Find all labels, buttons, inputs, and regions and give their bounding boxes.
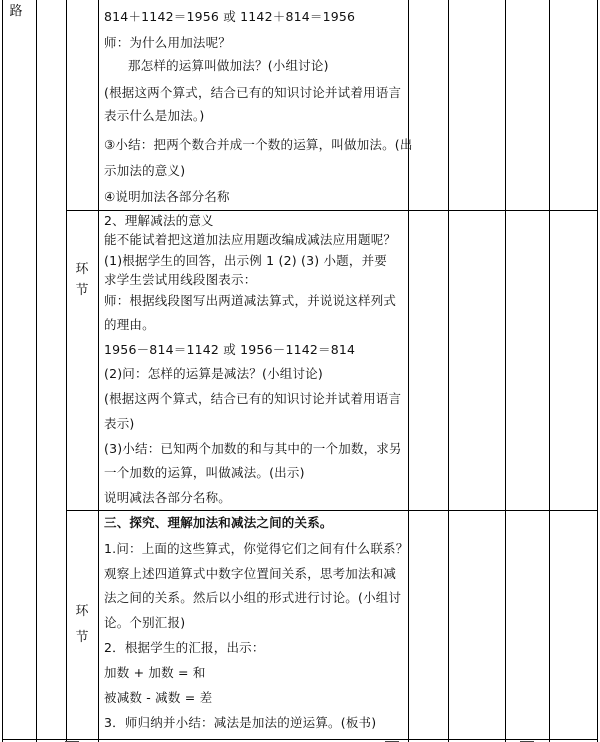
text-line: (根据这两个算式，结合已有的知识讨论并试着用语言 [104, 85, 402, 100]
text-line: 3．师归纳并小结：减法是加法的逆运算。(板书) [104, 715, 377, 730]
column-divider [448, 0, 449, 742]
formula-addition: 加数 + 加数 = 和 [104, 665, 206, 680]
text-line: 2．根据学生的汇报，出示： [104, 640, 265, 655]
equation-line: 1956－814＝1142 或 1956－1142＝814 [104, 342, 356, 357]
subheading: 2、理解减法的意义 [104, 213, 214, 228]
text-line: 表示什么是加法。) [104, 108, 205, 123]
text-line: 观察上述四道算式中数字位置间关系，思考加法和减 [104, 566, 397, 581]
text-line: 师：根据线段图写出两道减法算式，并说说这样列式 [104, 293, 397, 308]
table-border-right [597, 0, 598, 742]
text-line: 法之间的关系。然后以小组的形式进行讨论。(小组讨 [104, 590, 402, 605]
column-divider [36, 0, 37, 742]
side-label-section2-char2: 节 [75, 283, 89, 298]
row-divider [66, 210, 597, 211]
text-line: (3)小结：已知两个加数的和与其中的一个加数，求另 [104, 441, 402, 456]
text-line: ④说明加法各部分名称 [104, 189, 230, 204]
text-line: 论。个别汇报) [104, 615, 186, 630]
side-label-section3-char1: 环 [75, 604, 89, 619]
text-line: 求学生尝试用线段图表示： [104, 272, 257, 287]
text-line: 那怎样的运算叫做加法？(小组讨论) [128, 58, 329, 73]
column-divider [98, 0, 99, 742]
text-line: (2)问：怎样的运算是减法？(小组讨论) [104, 366, 323, 381]
column-divider [505, 0, 506, 742]
text-line: 一个加数的运算，叫做减法。(出示) [104, 465, 305, 480]
text-line: 的理由。 [104, 317, 155, 332]
column-divider [549, 0, 550, 742]
text-line: 示加法的意义) [104, 163, 186, 178]
column-divider [408, 0, 409, 742]
text-line: (1)根据学生的回答，出示例 1 (2) (3) 小题，并要 [104, 253, 387, 268]
side-label-section2-char1: 环 [75, 262, 89, 277]
table-border-left [2, 0, 3, 742]
text-line: 能不能试着把这道加法应用题改编成减法应用题呢？ [104, 232, 397, 247]
text-line: 说明减法各部分名称。 [104, 490, 232, 505]
table-border-bottom [2, 739, 597, 740]
side-label-section3-char2: 节 [75, 630, 89, 645]
text-line: 1.问：上面的这些算式，你觉得它们之间有什么联系？ [104, 541, 409, 556]
side-label-top: 路 [9, 4, 23, 19]
row-divider [66, 510, 597, 511]
section-heading: 三、探究、理解加法和减法之间的关系。 [104, 515, 333, 530]
formula-subtraction: 被减数 - 减数 = 差 [104, 690, 213, 705]
text-line: 表示) [104, 416, 135, 431]
text-line: (根据这两个算式，结合已有的知识讨论并试着用语言 [104, 391, 402, 406]
text-line: 师：为什么用加法呢？ [104, 35, 232, 50]
column-divider [66, 0, 67, 742]
equation-line: 814＋1142＝1956 或 1142＋814＝1956 [104, 9, 356, 24]
text-line: ③小结：把两个数合并成一个数的运算，叫做加法。(出 [104, 137, 413, 152]
